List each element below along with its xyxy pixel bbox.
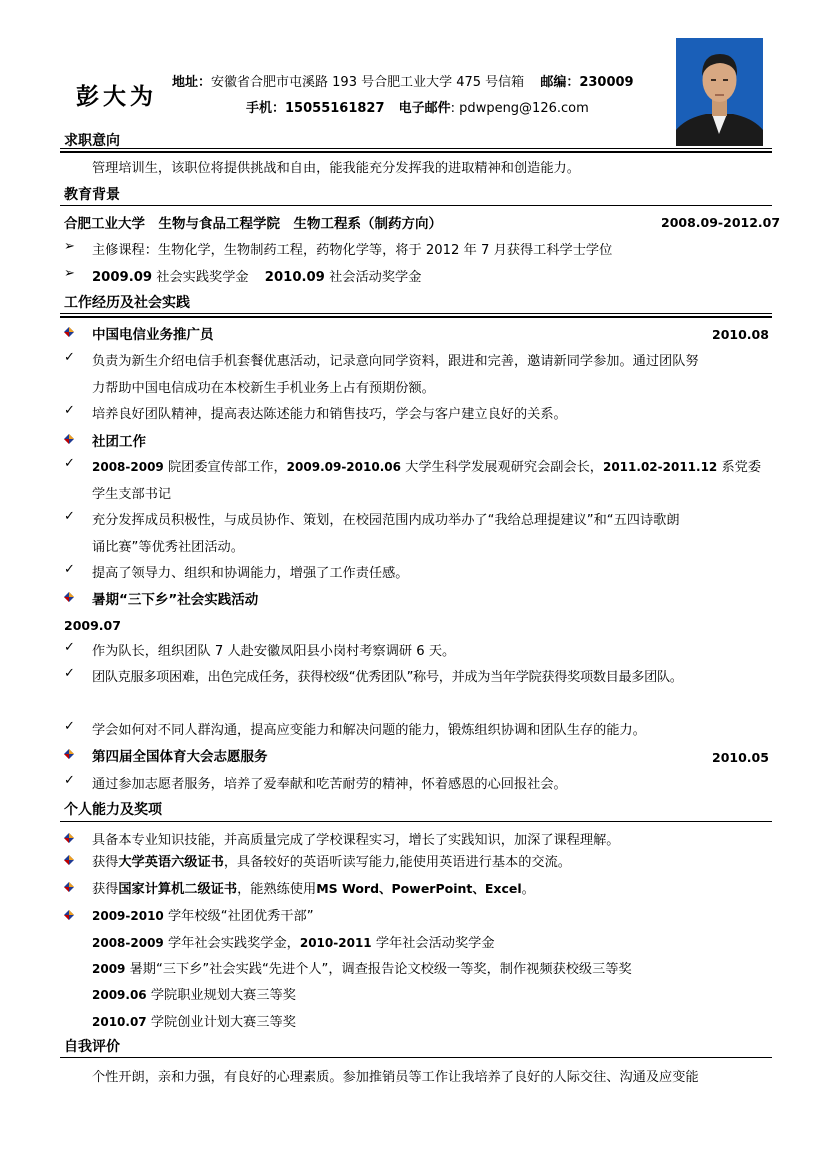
diamond-bullet-icon (63, 832, 75, 844)
divider (60, 1057, 772, 1058)
education-courses: 主修课程：生物化学，生物制药工程，药物化学等，将于 2012 年 7 月获得工科学士学位 (92, 243, 613, 258)
award-item: 2010.07 学院创业计划大赛三等奖 (92, 1015, 296, 1030)
job-bullet: 作为队长，组织团队 7 人赴安徽凤阳县小岗村考察调研 6 天。 (92, 644, 456, 659)
diamond-bullet-icon (63, 748, 75, 760)
check-bullet-icon: ✓ (64, 773, 75, 788)
job-bullet: 团队克服多项困难，出色完成任务，获得校级“优秀团队”称号，并成为当年学院获得奖项数目最多团队。 (92, 670, 683, 685)
job-title: 中国电信业务推广员 (92, 327, 214, 343)
diamond-bullet-icon (63, 591, 75, 603)
diamond-bullet-icon (63, 854, 75, 866)
phone-value: 15055161827 (285, 101, 385, 116)
check-bullet-icon: ✓ (64, 403, 75, 418)
job-bullet-cont: 诵比赛”等优秀社团活动。 (92, 540, 244, 555)
award-item: 2009-2010 学年校级“社团优秀干部” (92, 909, 314, 924)
check-bullet-icon: ✓ (64, 562, 75, 577)
portrait-image (676, 38, 763, 146)
job-bullet: 培养良好团队精神，提高表达陈述能力和销售技巧，学会与客户建立良好的关系。 (92, 407, 567, 422)
diamond-bullet-icon (63, 881, 75, 893)
skill-item: 具备本专业知识技能，并高质量完成了学校课程实习，增长了实践知识，加深了课程理解。 (92, 833, 620, 848)
job-date: 2010.08 (712, 327, 769, 342)
job-date: 2010.05 (712, 750, 769, 765)
self-eval-text: 个性开朗，亲和力强，有良好的心理素质。参加推销员等工作让我培养了良好的人际交往、沟通及应变能 (92, 1070, 699, 1085)
candidate-name: 彭大为 (76, 83, 157, 110)
section-title-experience: 工作经历及社会实践 (64, 295, 190, 311)
arrow-bullet-icon: ➢ (64, 239, 75, 254)
address-line (172, 71, 634, 90)
diamond-bullet-icon (63, 433, 75, 445)
job-date: 2009.07 (64, 618, 121, 633)
email-value: : pdwpeng@126.com (450, 101, 589, 116)
job-bullet: 充分发挥成员积极性，与成员协作、策划，在校园范围内成功举办了“我给总理提建议”和“五四诗歌朗 (92, 513, 680, 528)
job-bullet: 通过参加志愿者服务，培养了爱奉献和吃苦耐劳的精神，怀着感恩的心回报社会。 (92, 777, 567, 792)
address-label: 地址： (172, 75, 212, 90)
section-title-objective: 求职意向 (64, 133, 120, 149)
section-title-education: 教育背景 (64, 187, 120, 203)
job-title: 暑期“三下乡”社会实践活动 (92, 592, 259, 608)
divider (60, 148, 772, 153)
skill-item: 获得大学英语六级证书，具备较好的英语听读写能力,能使用英语进行基本的交流。 (92, 855, 571, 870)
job-bullet: 2008-2009 院团委宣传部工作，2009.09-2010.06 大学生科学发展观研究会副会长，2011.02-2011.12 系党委 (92, 460, 762, 475)
email-label: 电子邮件 (398, 101, 451, 116)
check-bullet-icon: ✓ (64, 509, 75, 524)
education-period: 2008.09-2012.07 (661, 215, 781, 230)
job-bullet: 负责为新生介绍电信手机套餐优惠活动，记录意向同学资料，跟进和完善，邀请新同学参加。通过团队努 (92, 354, 699, 369)
postcode-value: 230009 (579, 75, 634, 90)
divider (60, 313, 772, 318)
check-bullet-icon: ✓ (64, 719, 75, 734)
section-title-skills: 个人能力及奖项 (64, 802, 162, 818)
education-school: 合肥工业大学 生物与食品工程学院 生物工程系（制药方向） (64, 216, 442, 232)
job-title: 第四届全国体育大会志愿服务 (92, 749, 268, 765)
divider (60, 205, 772, 206)
check-bullet-icon: ✓ (64, 456, 75, 471)
education-awards: 2009.09 社会实践奖学金 2010.09 社会活动奖学金 (92, 270, 422, 285)
check-bullet-icon: ✓ (64, 666, 75, 681)
award-item: 2009.06 学院职业规划大赛三等奖 (92, 988, 296, 1003)
skill-item: 获得国家计算机二级证书，能熟练使用MS Word、PowerPoint、Excel。 (92, 881, 535, 897)
diamond-bullet-icon (63, 326, 75, 338)
contact-line (246, 97, 589, 116)
award-item: 2009 暑期“三下乡”社会实践“先进个人”，调查报告论文校级一等奖，制作视频获校级三等奖 (92, 962, 632, 977)
check-bullet-icon: ✓ (64, 350, 75, 365)
check-bullet-icon: ✓ (64, 640, 75, 655)
address-value: 安徽省合肥市屯溪路 193 号合肥工业大学 475 号信箱 (211, 75, 525, 90)
phone-label: 手机： (246, 101, 286, 116)
job-bullet: 提高了领导力、组织和协调能力，增强了工作责任感。 (92, 566, 409, 581)
job-bullet-cont: 学生支部书记 (92, 487, 172, 502)
postcode-label: 邮编： (540, 75, 580, 90)
divider (60, 821, 772, 822)
section-title-self-eval: 自我评价 (64, 1039, 120, 1055)
award-item: 2008-2009 学年社会实践奖学金，2010-2011 学年社会活动奖学金 (92, 936, 495, 951)
diamond-bullet-icon (63, 909, 75, 921)
job-bullet: 学会如何对不同人群沟通，提高应变能力和解决问题的能力，锻炼组织协调和团队生存的能力。 (92, 723, 646, 738)
job-bullet-cont: 力帮助中国电信成功在本校新生手机业务上占有预期份额。 (92, 381, 435, 396)
profile-photo (676, 38, 763, 146)
job-title: 社团工作 (92, 434, 146, 450)
objective-text: 管理培训生，该职位将提供挑战和自由，能我能充分发挥我的进取精神和创造能力。 (92, 161, 580, 176)
arrow-bullet-icon: ➢ (64, 266, 75, 281)
